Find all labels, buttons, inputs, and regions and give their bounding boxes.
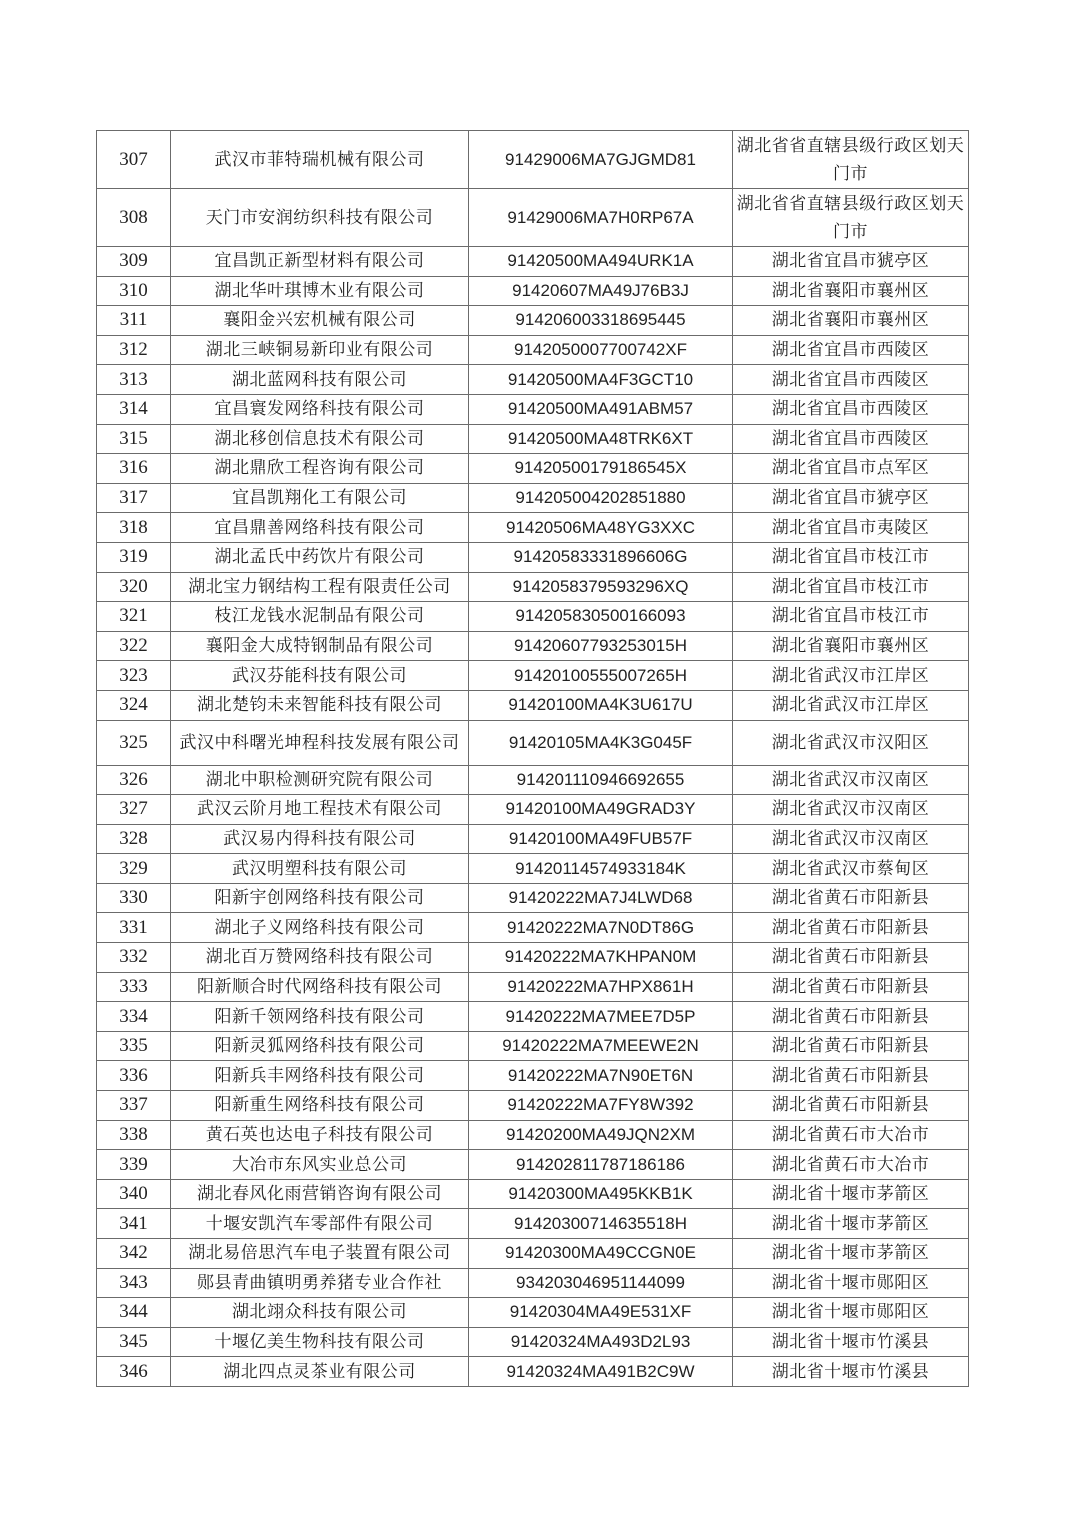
credit-code: 91420607MA49J76B3J [469,276,733,306]
row-number: 346 [97,1357,171,1387]
company-name: 阳新宇创网络科技有限公司 [171,883,469,913]
table-row [97,1209,969,1239]
region: 湖北省武汉市汉南区 [733,795,969,825]
credit-code: 914205830500166093 [469,602,733,632]
table-row [97,335,969,365]
credit-code: 91420100MA4K3U617U [469,690,733,720]
company-name: 武汉市菲特瑞机械有限公司 [171,131,469,189]
company-name: 湖北蓝网科技有限公司 [171,365,469,395]
company-name: 湖北鼎欣工程咨询有限公司 [171,454,469,484]
credit-code: 914206003318695445 [469,306,733,336]
region: 湖北省宜昌市西陵区 [733,365,969,395]
row-number: 322 [97,631,171,661]
table-row [97,1357,969,1387]
row-number: 327 [97,795,171,825]
table-row [97,1061,969,1091]
row-number: 339 [97,1150,171,1180]
region: 湖北省襄阳市襄州区 [733,276,969,306]
table-row [97,276,969,306]
row-number: 307 [97,131,171,189]
region: 湖北省宜昌市猇亭区 [733,483,969,513]
credit-code: 91420500179186545X [469,454,733,484]
table-row [97,306,969,336]
region: 湖北省黄石市阳新县 [733,1061,969,1091]
row-number: 334 [97,1002,171,1032]
credit-code: 91420105MA4K3G045F [469,720,733,765]
region: 湖北省十堰市郧阳区 [733,1268,969,1298]
row-number: 335 [97,1031,171,1061]
region: 湖北省十堰市茅箭区 [733,1179,969,1209]
table-row [97,454,969,484]
row-number: 333 [97,972,171,1002]
row-number: 329 [97,854,171,884]
row-number: 310 [97,276,171,306]
region: 湖北省武汉市汉阳区 [733,720,969,765]
table-row [97,1120,969,1150]
region: 湖北省宜昌市点军区 [733,454,969,484]
credit-code: 91420324MA493D2L93 [469,1327,733,1357]
row-number: 316 [97,454,171,484]
table-row [97,513,969,543]
row-number: 323 [97,661,171,691]
row-number: 325 [97,720,171,765]
company-name: 湖北中职检测研究院有限公司 [171,765,469,795]
credit-code: 91420500MA4F3GCT10 [469,365,733,395]
table-row [97,189,969,247]
row-number: 331 [97,913,171,943]
region: 湖北省黄石市阳新县 [733,1031,969,1061]
region: 湖北省宜昌市枝江市 [733,572,969,602]
row-number: 332 [97,943,171,973]
table-row [97,690,969,720]
row-number: 319 [97,542,171,572]
credit-code: 91420222MA7N90ET6N [469,1061,733,1091]
region: 湖北省宜昌市枝江市 [733,542,969,572]
table-row [97,631,969,661]
company-name: 宜昌鼎善网络科技有限公司 [171,513,469,543]
table-row [97,972,969,1002]
table-row [97,943,969,973]
credit-code: 91420100MA49FUB57F [469,824,733,854]
company-name: 阳新兵丰网络科技有限公司 [171,1061,469,1091]
credit-code: 91420607793253015H [469,631,733,661]
credit-code: 91420304MA49E531XF [469,1298,733,1328]
table-row [97,602,969,632]
credit-code: 91420506MA48YG3XXC [469,513,733,543]
region: 湖北省黄石市大冶市 [733,1120,969,1150]
row-number: 336 [97,1061,171,1091]
table-row [97,131,969,189]
credit-code: 91420583331896606G [469,542,733,572]
company-name: 阳新顺合时代网络科技有限公司 [171,972,469,1002]
table-row [97,424,969,454]
row-number: 312 [97,335,171,365]
region: 湖北省十堰市竹溪县 [733,1357,969,1387]
region: 湖北省襄阳市襄州区 [733,306,969,336]
credit-code: 91420324MA491B2C9W [469,1357,733,1387]
region: 湖北省宜昌市枝江市 [733,602,969,632]
credit-code: 91420114574933184K [469,854,733,884]
company-name: 武汉芬能科技有限公司 [171,661,469,691]
credit-code: 91429006MA7H0RP67A [469,189,733,247]
credit-code: 91420500MA491ABM57 [469,394,733,424]
company-name: 武汉明塑科技有限公司 [171,854,469,884]
company-name: 十堰亿美生物科技有限公司 [171,1327,469,1357]
credit-code: 91420300MA495KKB1K [469,1179,733,1209]
table-row [97,1268,969,1298]
company-name: 湖北子义网络科技有限公司 [171,913,469,943]
region: 湖北省黄石市阳新县 [733,883,969,913]
company-name: 湖北三峡铜易新印业有限公司 [171,335,469,365]
company-table [96,130,969,1387]
region: 湖北省武汉市江岸区 [733,690,969,720]
row-number: 311 [97,306,171,336]
region: 湖北省黄石市阳新县 [733,913,969,943]
company-name: 湖北四点灵茶业有限公司 [171,1357,469,1387]
region: 湖北省武汉市汉南区 [733,824,969,854]
row-number: 326 [97,765,171,795]
region: 湖北省十堰市茅箭区 [733,1239,969,1269]
credit-code: 91420200MA49JQN2XM [469,1120,733,1150]
table-row [97,661,969,691]
credit-code: 91420100MA49GRAD3Y [469,795,733,825]
region: 湖北省宜昌市西陵区 [733,424,969,454]
company-name: 湖北华叶琪博木业有限公司 [171,276,469,306]
row-number: 342 [97,1239,171,1269]
credit-code: 91420222MA7J4LWD68 [469,883,733,913]
region: 湖北省十堰市郧阳区 [733,1298,969,1328]
company-name: 枝江龙钱水泥制品有限公司 [171,602,469,632]
company-name: 湖北百万赞网络科技有限公司 [171,943,469,973]
credit-code: 91420500MA48TRK6XT [469,424,733,454]
row-number: 344 [97,1298,171,1328]
table-row [97,394,969,424]
credit-code: 91420222MA7KHPAN0M [469,943,733,973]
table-row [97,365,969,395]
table-row [97,1150,969,1180]
region: 湖北省省直辖县级行政区划天门市 [733,131,969,189]
credit-code: 934203046951144099 [469,1268,733,1298]
region: 湖北省宜昌市夷陵区 [733,513,969,543]
company-name: 大冶市东风实业总公司 [171,1150,469,1180]
row-number: 320 [97,572,171,602]
company-name: 湖北宝力钢结构工程有限责任公司 [171,572,469,602]
company-name: 湖北易倍思汽车电子装置有限公司 [171,1239,469,1269]
row-number: 345 [97,1327,171,1357]
table-row [97,542,969,572]
credit-code: 914201110946692655 [469,765,733,795]
row-number: 314 [97,394,171,424]
region: 湖北省黄石市大冶市 [733,1150,969,1180]
row-number: 337 [97,1091,171,1121]
region: 湖北省宜昌市西陵区 [733,394,969,424]
credit-code: 91420300714635518H [469,1209,733,1239]
company-name: 阳新重生网络科技有限公司 [171,1091,469,1121]
credit-code: 91420222MA7N0DT86G [469,913,733,943]
company-name: 阳新千领网络科技有限公司 [171,1002,469,1032]
credit-code: 91420222MA7MEEWE2N [469,1031,733,1061]
company-name: 天门市安润纺织科技有限公司 [171,189,469,247]
company-name: 湖北移创信息技术有限公司 [171,424,469,454]
row-number: 338 [97,1120,171,1150]
region: 湖北省黄石市阳新县 [733,972,969,1002]
company-name: 湖北楚钧未来智能科技有限公司 [171,690,469,720]
region: 湖北省十堰市茅箭区 [733,1209,969,1239]
table-row [97,795,969,825]
table-row [97,765,969,795]
company-name: 湖北翊众科技有限公司 [171,1298,469,1328]
region: 湖北省武汉市汉南区 [733,765,969,795]
row-number: 321 [97,602,171,632]
table-row [97,247,969,277]
table-row [97,1031,969,1061]
region: 湖北省省直辖县级行政区划天门市 [733,189,969,247]
table-row [97,1002,969,1032]
row-number: 313 [97,365,171,395]
row-number: 330 [97,883,171,913]
row-number: 308 [97,189,171,247]
table-row [97,824,969,854]
region: 湖北省宜昌市西陵区 [733,335,969,365]
table-row [97,913,969,943]
company-name: 武汉云阶月地工程技术有限公司 [171,795,469,825]
company-name: 十堰安凯汽车零部件有限公司 [171,1209,469,1239]
table-row [97,883,969,913]
credit-code: 914205004202851880 [469,483,733,513]
row-number: 309 [97,247,171,277]
table-row [97,854,969,884]
region: 湖北省武汉市江岸区 [733,661,969,691]
table-row [97,483,969,513]
credit-code: 9142050007700742XF [469,335,733,365]
company-name: 襄阳金兴宏机械有限公司 [171,306,469,336]
company-name: 武汉中科曙光坤程科技发展有限公司 [171,720,469,765]
company-name: 湖北春风化雨营销咨询有限公司 [171,1179,469,1209]
company-table-container [96,130,968,1387]
company-name: 湖北孟氏中药饮片有限公司 [171,542,469,572]
region: 湖北省武汉市蔡甸区 [733,854,969,884]
row-number: 317 [97,483,171,513]
company-name: 宜昌凯正新型材料有限公司 [171,247,469,277]
row-number: 324 [97,690,171,720]
company-name: 阳新灵狐网络科技有限公司 [171,1031,469,1061]
row-number: 315 [97,424,171,454]
row-number: 340 [97,1179,171,1209]
region: 湖北省十堰市竹溪县 [733,1327,969,1357]
region: 湖北省襄阳市襄州区 [733,631,969,661]
row-number: 341 [97,1209,171,1239]
table-row [97,1091,969,1121]
company-name: 郧县青曲镇明勇养猪专业合作社 [171,1268,469,1298]
region: 湖北省宜昌市猇亭区 [733,247,969,277]
region: 湖北省黄石市阳新县 [733,1091,969,1121]
credit-code: 9142058379593296XQ [469,572,733,602]
company-table-body [97,131,969,1387]
table-row [97,720,969,765]
credit-code: 91420100555007265H [469,661,733,691]
table-row [97,1327,969,1357]
region: 湖北省黄石市阳新县 [733,943,969,973]
credit-code: 91420222MA7FY8W392 [469,1091,733,1121]
table-row [97,572,969,602]
company-name: 武汉易内得科技有限公司 [171,824,469,854]
credit-code: 91429006MA7GJGMD81 [469,131,733,189]
row-number: 343 [97,1268,171,1298]
credit-code: 914202811787186186 [469,1150,733,1180]
row-number: 318 [97,513,171,543]
credit-code: 91420222MA7MEE7D5P [469,1002,733,1032]
company-name: 黄石英也达电子科技有限公司 [171,1120,469,1150]
company-name: 宜昌寰发网络科技有限公司 [171,394,469,424]
row-number: 328 [97,824,171,854]
credit-code: 91420500MA494URK1A [469,247,733,277]
table-row [97,1298,969,1328]
table-row [97,1179,969,1209]
table-row [97,1239,969,1269]
company-name: 襄阳金大成特钢制品有限公司 [171,631,469,661]
company-name: 宜昌凯翔化工有限公司 [171,483,469,513]
credit-code: 91420300MA49CCGN0E [469,1239,733,1269]
region: 湖北省黄石市阳新县 [733,1002,969,1032]
credit-code: 91420222MA7HPX861H [469,972,733,1002]
